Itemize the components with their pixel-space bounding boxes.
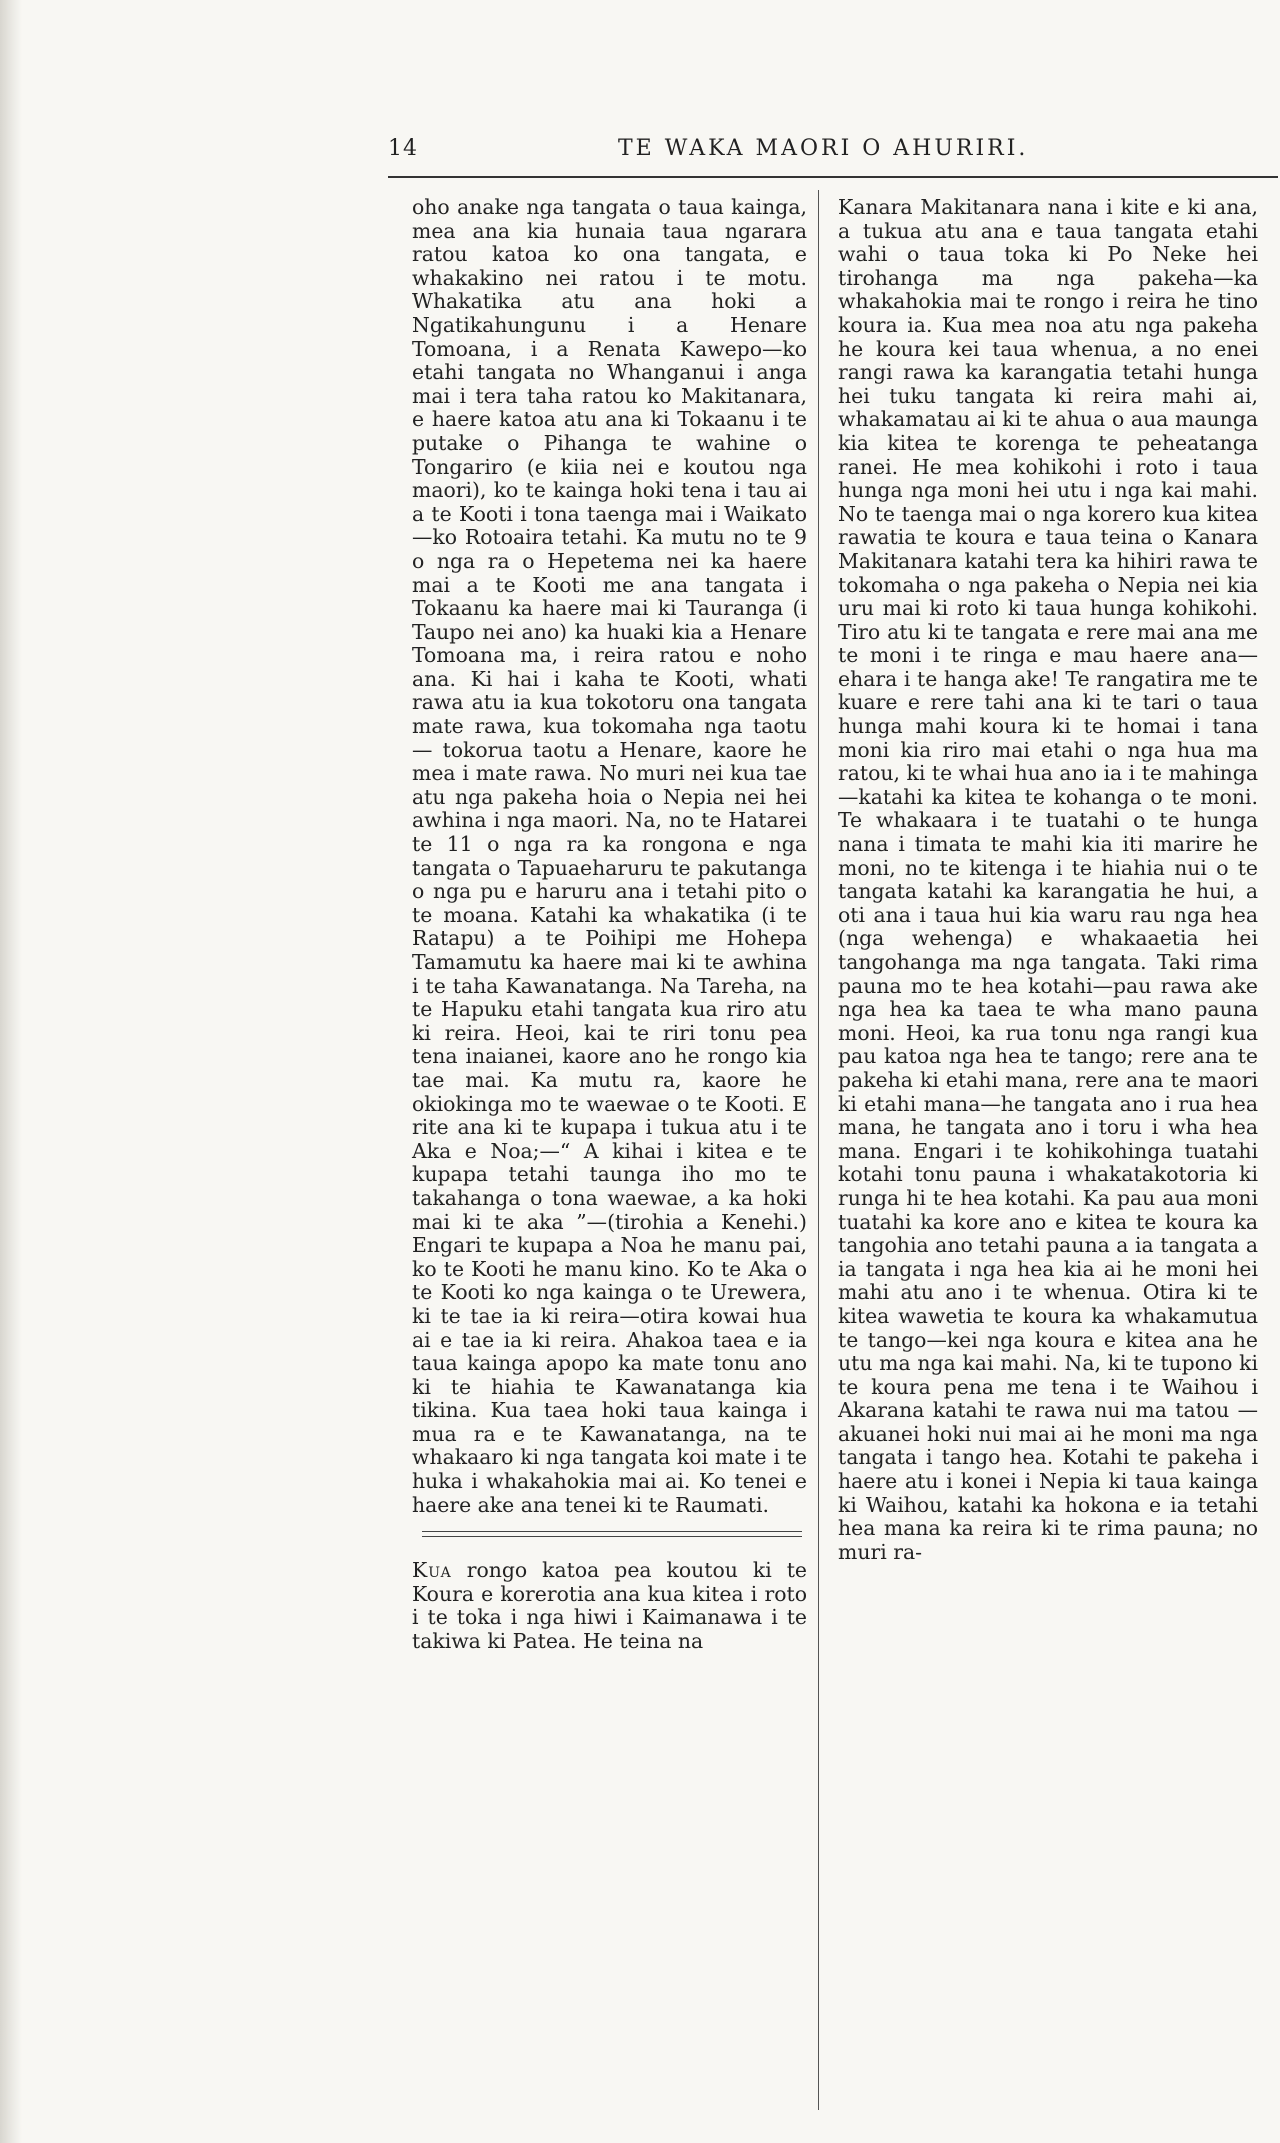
right-column	[838, 196, 1258, 1564]
page-edge-shadow	[0, 0, 22, 2143]
running-title: TE WAKA MAORI O AHURIRI.	[618, 136, 1029, 161]
divider-rule	[422, 1536, 802, 1537]
left-column	[412, 196, 807, 1654]
header-rule	[388, 176, 1278, 178]
article-goldfields-war: oho anake nga tangata o taua kainga, mea ana kia hunaia taua ngarara ratou katoa ko ona tangata, e whakakino nei ratou i te motu. Whakatika atu ana hoki a Ngatikahungunu i a Henare Tomoana, i a Renata Kawepo—ko etahi tangata no Whanganui i anga mai i tera taha ratou ko Makitanara, e haere katoa atu ana ki Tokaanu i te putake o Pihanga te wahine o Tongariro (e kiia nei e koutou nga maori), ko te kainga hoki tena i tau ai a te Kooti i tona taenga mai i Waikato—ko Rotoaira tetahi. Ka mutu no te 9 o nga ra o Hepetema nei ka haere mai a te Kooti me ana tangata i Tokaanu ka haere mai ki Tauranga (i Taupo nei ano) ka huaki kia a Henare Tomoana ma, i reira ratou e noho ana. Ki hai i kaha te Kooti, whati rawa atu ia kua tokotoru ona tangata mate rawa, kua tokomaha nga taotu — tokorua taotu a Henare, kaore he mea i mate rawa. No muri nei kua tae atu nga pakeha hoia o Nepia nei hei awhina i nga maori. Na, no te Hatarei te 11 o nga ra ka rongona e nga tangata o Tapuaeharuru te pakutanga o nga pu e haruru ana i tetahi pito o te moana. Katahi ka whakatika (i te Ratapu) a te Poihipi me Hohepa Tamamutu ka haere mai ki te awhina i te taha Kawanatanga. Na Tareha, na te Hapuku etahi tangata kua riro atu ki reira. Heoi, kai te riri tonu pea tena inaianei, kaore ano he rongo kia tae mai. Ka mutu ra, kaore he okiokinga mo te waewae o te Kooti. E rite ana ki te kupapa i tukua atu i te Aka e Noa;—“ A kihai i kitea e te kupapa tetahi taunga iho mo te takahanga o tona waewae, a ka hoki mai ki te aka ”—(tirohia a Kenehi.) Engari te kupapa a Noa he manu pai, ko te Kooti he manu kino. Ko te Aka o te Kooti ko nga kainga o te Urewera, ki te tae ia ki reira—otira kowai hua ai e tae ia ki reira. Ahakoa taea e ia taua kainga apopo ka mate tonu ano ki te hiahia te Kawanatanga kia tikina. Kua taea hoki taua kainga i mua ra e te Kawanatanga, na te whakaaro ki nga tangata koi mate i te huka i whakahokia mai ai. Ko tenei e haere ake ana tenei ki te Raumati.	[412, 195, 807, 1517]
article-gold-continued: Kanara Makitanara nana i kite e ki ana, a tukua atu ana e taua tangata etahi wahi o taua toka ki Po Neke hei tirohanga ma nga pakeha—ka whakahokia mai te rongo i reira he tino koura ia. Kua mea noa atu nga pakeha he koura kei taua whenua, a no enei rangi rawa ka karangatia tetahi hunga hei tuku tangata ki reira mahi ai, whakamatau ai ki te ahua o aua maunga kia kitea te korenga te peheatanga ranei. He mea kohikohi i roto i taua hunga nga moni hei utu i nga kai mahi. No te taenga mai o nga korero kua kitea rawatia te koura e taua teina o Kanara Makitanara katahi tera ka hihiri rawa te tokomaha o nga pakeha o Nepia nei kia uru mai ki roto ki taua hunga kohikohi. Tiro atu ki te tangata e rere mai ana me te moni i te ringa e mau haere ana—ehara i te hanga ake! Te rangatira me te kuare e rere tahi ana ki te tari o taua hunga mahi koura ki te homai i tana moni kia riro mai etahi o nga hua ma ratou, ki te whai hua ano ia i te mahinga—katahi ka kitea te kohanga o te moni. Te whakaara i te tuatahi o te hunga nana i timata te mahi kia iti marire he moni, no te kitenga i te hiahia nui o te tangata katahi ka karangatia he hui, a oti ana i taua hui kia waru rau nga hea (nga wehenga) e whakaaetia hei tangohanga ma nga tangata. Taki rima pauna mo te hea kotahi—pau rawa ake nga hea ka taea te wha mano pauna moni. Heoi, ka rua tonu nga rangi kua pau katoa nga hea te tango; rere ana te pakeha ki etahi mana, rere ana te maori ki etahi mana—he tangata ano i rua hea mana, he tangata ano i toru i wha hea mana. Engari i te kohikohinga tuatahi kotahi tonu pauna i whakatakotoria ki runga hi te hea kotahi. Ka pau aua moni tuatahi ka kore ano e kitea te koura ka tangohia ano tetahi pauna a ia tangata a ia tangata i nga hea kia ai he moni hei mahi atu ano i te whenua. Otira ki te kitea wawetia te koura ka whakamutua te tango—kei nga koura e kitea ana he utu ma nga kai mahi. Na, ki te tupono ki te koura pena me tena i te Waihou i Akarana katahi te rawa nui ma tatou —akuanei hoki nui mai ai he moni ma nga tangata i tango hea. Kotahi te pakeha i haere atu i konei i Nepia ki taua kainga ki Waihou, katahi ka hokona e ia tetahi hea mana ka reira ki te rima pauna; no muri ra-	[838, 195, 1258, 1564]
divider-rule	[422, 1531, 802, 1532]
column-divider	[818, 190, 819, 2110]
article-lead-word: Kua	[412, 1558, 452, 1583]
section-divider	[422, 1531, 802, 1537]
article-gold-report	[412, 1559, 807, 1653]
page-header	[388, 136, 1278, 176]
article-gold-report-text: rongo katoa pea koutou ki te Koura e korerotia ana kua kitea i roto i te toka i nga hiwi i Kaimanawa i te takiwa ki Patea. He teina na	[412, 1558, 807, 1654]
page-number: 14	[388, 136, 418, 161]
